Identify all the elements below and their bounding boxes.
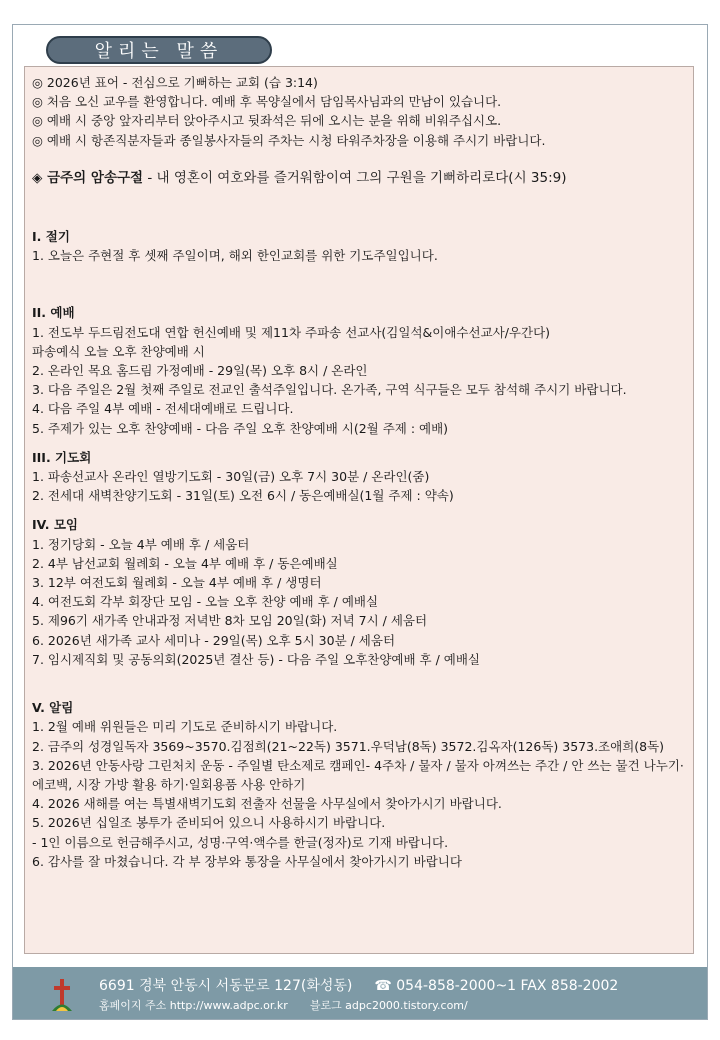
spacer: [32, 688, 685, 698]
footer-links: [99, 997, 468, 1013]
church-cross-logo-icon: [51, 978, 73, 1012]
list-item: 5. 2026년 십일조 봉투가 준비되어 있으니 사용하시기 바랍니다.: [32, 815, 386, 831]
list-item: 3. 12부 여전도회 월례회 - 오늘 4부 예배 후 / 생명터: [32, 575, 322, 590]
list-item: 1. 오늘은 주현절 후 셋째 주일이며, 해외 한인교회를 위한 기도주일입니다.: [32, 247, 438, 263]
list-item: 3. 다음 주일은 2월 첫째 주일로 전교인 출석주일입니다. 온가족, 구역 식구들은 모두 참석해 주시기 바랍니다.: [32, 382, 627, 398]
list-item: 2. 온라인 목요 홈드림 가정예배 - 29일(목) 오후 8시 / 온라인: [32, 362, 368, 378]
spacer: [32, 150, 685, 169]
list-item: 5. 제96기 새가족 안내과정 저녁반 8차 모임 20일(화) 저녁 7시 / 세움터: [32, 613, 428, 629]
list-item: 1. 전도부 두드림전도대 연합 헌신예배 및 제11차 주파송 선교사(김일석&이애수선교사/우간다): [32, 324, 551, 340]
list-item: 5. 주제가 있는 오후 찬양예배 - 다음 주일 오후 찬양예배 시(2월 주제 : 예배): [32, 420, 449, 436]
footer-contact: [99, 975, 618, 995]
list-item: 6. 감사를 잘 마쳤습니다. 각 부 장부와 통장을 사무실에서 찾아가시기 바랍니다: [32, 853, 462, 869]
list-item: 4. 2026 새해를 여는 특별새벽기도회 전출자 선물을 사무실에서 찾아가시기 바랍니다.: [32, 796, 502, 812]
list-item: 2. 4부 남선교회 월례회 - 오늘 4부 예배 후 / 동은예배실: [32, 555, 338, 571]
intro-parking: ◎ 예배 시 항존직분자들과 종일봉사자들의 주차는 시청 타워주차장을 이용해 주시기 바랍니다.: [32, 132, 546, 148]
section-festival: [32, 227, 685, 265]
memory-verse-label: ◈ 금주의 암송구절: [32, 170, 144, 186]
section-title: V. 알림: [32, 700, 74, 716]
spacer: [32, 188, 685, 207]
memory-verse: [32, 169, 685, 188]
section-worship: [32, 303, 685, 437]
section-title: II. 예배: [32, 305, 75, 321]
list-item: 4. 다음 주일 4부 예배 - 전세대예배로 드립니다.: [32, 401, 294, 417]
blog-link[interactable]: 블로그 adpc2000.tistory.com/: [309, 999, 468, 1012]
page-title: 알리는 말씀: [46, 36, 272, 64]
footer-address: 6691 경북 안동시 서동문로 127(화성동): [99, 978, 353, 994]
list-item: 7. 임시제직회 및 공동의회(2025년 결산 등) - 다음 주일 오후찬양예배 후 / 예배실: [32, 651, 480, 667]
memory-verse-text: - 내 영혼이 여호와를 즐거워함이여 그의 구원을 기뻐하리로다(시 35:9): [143, 170, 567, 186]
list-item: 1. 정기당회 - 오늘 4부 예배 후 / 세움터: [32, 536, 250, 552]
list-item: 1. 파송선교사 온라인 열방기도회 - 30일(금) 오후 7시 30분 / 온라인(줌): [32, 468, 430, 484]
list-item: 2. 금주의 성경일독자 3569~3570.김점희(21~22독) 3571.우덕남(8독) 3572.김옥자(126독) 3573.조애희(8독): [32, 738, 665, 754]
list-item: - 1인 이름으로 헌금해주시고, 성명·구역·액수를 한글(정자)로 기재 바랍니다.: [32, 834, 449, 850]
section-meetings: [32, 515, 685, 669]
homepage-link[interactable]: 홈페이지 주소 http://www.adpc.or.kr: [99, 999, 288, 1012]
list-item: 파송예식 오늘 오후 찬양예배 시: [32, 343, 205, 359]
spacer: [32, 505, 685, 515]
section-title: III. 기도회: [32, 449, 92, 465]
section-notices: [32, 698, 685, 871]
footer-phone: ☎ 054-858-2000~1 FAX 858-2002: [374, 978, 619, 994]
intro-block: [32, 73, 685, 150]
intro-motto: ◎ 2026년 표어 - 전심으로 기뻐하는 교회 (습 3:14): [32, 75, 318, 90]
footer: [13, 967, 707, 1019]
list-item: 2. 전세대 새벽찬양기도회 - 31일(토) 오전 6시 / 동은예배실(1월 주제 : 약속): [32, 488, 454, 504]
list-item: 3. 2026년 안동사랑 그린처치 운동 - 주일별 탄소제로 캠페인- 4주차 / 물자 / 물자 아껴쓰는 주간 / 안 쓰는 물건 나누기·에코백, 시장 가방 활용 하기·일회용품 사용 안하기: [32, 757, 684, 793]
spacer: [32, 265, 685, 284]
spacer: [32, 438, 685, 448]
list-item: 4. 여전도회 각부 회장단 모임 - 오늘 오후 찬양 예배 후 / 예배실: [32, 594, 379, 610]
intro-welcome: ◎ 처음 오신 교우를 환영합니다. 예배 후 목양실에서 담임목사님과의 만남이 있습니다.: [32, 94, 502, 110]
announcements-box: [24, 66, 694, 954]
spacer: [32, 669, 685, 688]
list-item: 1. 2월 예배 위원들은 미리 기도로 준비하시기 바랍니다.: [32, 719, 338, 735]
section-title: IV. 모임: [32, 517, 78, 533]
intro-seating: ◎ 예배 시 중앙 앞자리부터 앉아주시고 뒷좌석은 뒤에 오시는 분을 위해 비워주십시오.: [32, 113, 502, 129]
section-title: I. 절기: [32, 228, 70, 244]
list-item: 6. 2026년 새가족 교사 세미나 - 29일(목) 오후 5시 30분 / 세움터: [32, 632, 396, 648]
spacer: [32, 207, 685, 226]
section-prayer: [32, 448, 685, 506]
spacer: [32, 284, 685, 303]
